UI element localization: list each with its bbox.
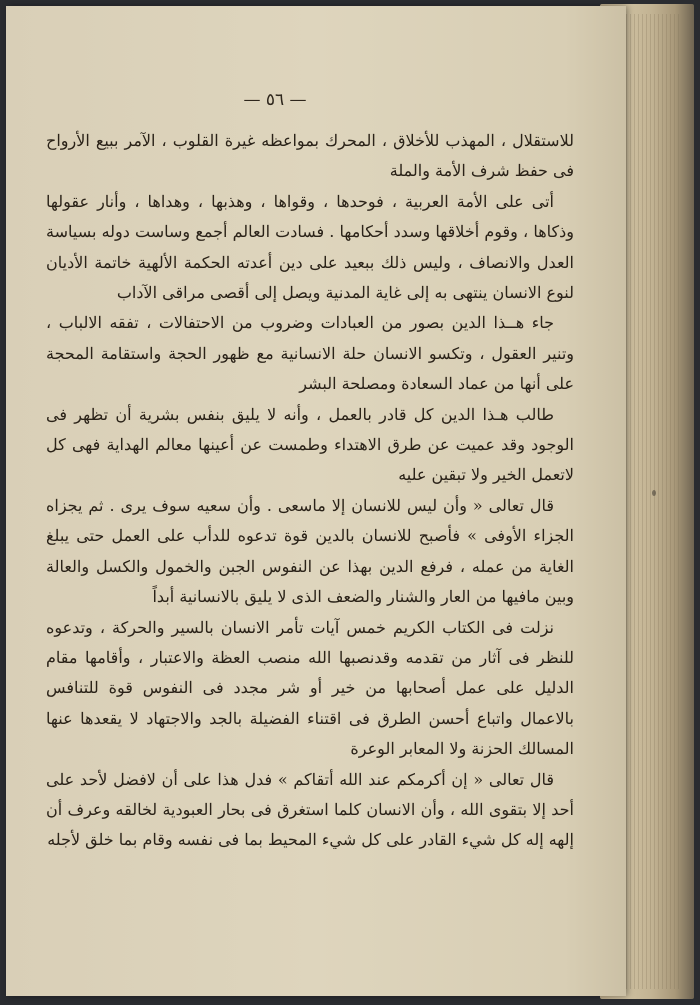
- page-number: — ٥٦ —: [243, 90, 307, 110]
- paragraph-4: طالب هـذا الدين كل قادر بالعمل ، وأنه لا يليق بنفس بشرية أن تظهر فى الوجود وقد عميت عن طرق الاهتداء وطمست عن أعينها معالم الهداية فهى كل لاتعمل الخير ولا تبقين عليه: [46, 404, 574, 485]
- paragraph-1: للاستقلال ، المهذب للأخلاق ، المحرك بمواعظه غيرة القلوب ، الآمر ببيع الأرواح فى حفظ شرف الأمة والملة: [46, 131, 574, 181]
- book-page: [6, 6, 626, 996]
- paragraph-2: أتى على الأمة العربية ، فوحدها ، وقواها ، وهذبها ، وهداها ، وأنار عقولها وذكاها ، وقوم أخلاقها وسدد أحكامها . فسادت العالم أجمع وساست دوله بسياسة العدل والانصاف ، وليس ذلك ببعيد على دين أعدته الحكمة الألهية خاتمة الأديان لنوع الانسان ينتهى به إلى غاية المدنية ويصل إلى أقصى مراقى الآداب: [46, 191, 574, 303]
- paragraph-5: قال تعالى « وأن ليس للانسان إلا ماسعى . وأن سعيه سوف يرى . ثم يجزاه الجزاء الأوفى » فأصبح للانسان بالدين قوة تدعوه للدأب على العمل حتى يبلغ الغاية من عمله ، فرفع الدين بهذا عن النفوس الجبن والخمول والكسل والعالة وبين مافيها من العار والشنار والضعف الذى لا يليق بالانسانية أبداً: [46, 495, 574, 607]
- paragraph-3: جاء هــذا الدين بصور من العبادات وضروب من الاحتفالات ، تفقه الالباب ، وتنير العقول ، وتكسو الانسان حلة الانسانية مع ظهور الحجة واستقامة المحجة على أنها من عماد السعادة ومصلحة البشر: [46, 313, 574, 394]
- paragraph-6: نزلت فى الكتاب الكريم خمس آيات تأمر الانسان بالسير والحركة ، وتدعوه للنظر فى آثار من تقدمه وقدنصبها الله منصب العظة والاعتبار ، وأقامها مقام الدليل على عمل أصحابها من خير أو شر مجدد فى النفوس قوة للتنافس بالاعمال واتباع أحسن الطرق فى اقتناء الفضيلة بالجد والاجتهاد لا يقعدها عنها المسالك الحزنة ولا المعابر الوعرة: [46, 617, 574, 759]
- body-text: [46, 126, 574, 856]
- paper-speck: [652, 490, 656, 496]
- paragraph-7: قال تعالى « إن أكرمكم عند الله أتقاكم » فدل هذا على أن لافضل لأحد على أحد إلا بتقوى الله ، وأن الانسان كلما استغرق فى بحار العبودية لخالقه وعرف أن إلهه إله كل شيء القادر على كل شيء المحيط بما فى نفسه وقام بما خلق لأجله: [46, 769, 574, 850]
